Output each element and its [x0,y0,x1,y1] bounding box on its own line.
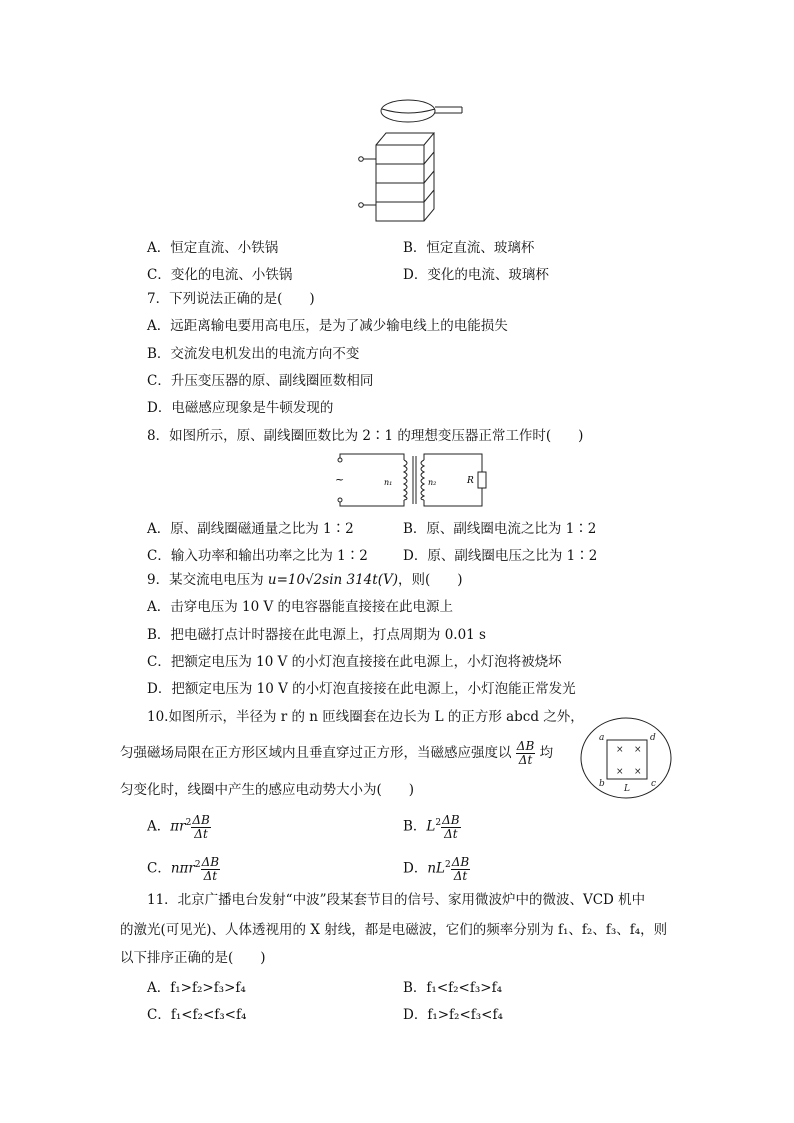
q10-option-b: B．$L^2$ $\frac{\Delta B}{\Delta t}$ [403,812,460,841]
n1-label: n₁ [384,478,393,487]
q11-option-d: D．f₁>f₂<f₃<f₄ [403,1007,503,1023]
q11-option-c: C．f₁<f₂<f₃<f₄ [147,1007,247,1023]
q7-option-a: A．远距离输电要用高电压，是为了减少输电线上的电能损失 [147,318,508,334]
svg-text:×: × [616,767,624,777]
corner-b: b [599,779,605,789]
q11-option-a: A．f₁>f₂>f₃>f₄ [147,980,246,996]
q11-option-b: B．f₁<f₂<f₃>f₄ [403,980,502,996]
primary-coil [404,460,407,500]
q10-option-c: C．nπr$^2$ $\frac{\Delta B}{\Delta t}$ [147,854,220,883]
corner-c: c [651,779,657,789]
q6-option-b: B．恒定直流、玻璃杯 [403,240,535,256]
svg-text:×: × [634,745,642,755]
q8-option-a: A．原、副线圈磁通量之比为 1∶2 [147,521,354,537]
q11-line3: 以下排序正确的是( ) [120,950,266,966]
q10-option-a: A．$\pi r^2$ $\frac{\Delta B}{\Delta t}$ [147,812,210,841]
q11-line1: 11．北京广播电台发射“中波”段某套节目的信号、家用微波炉中的微波、VCD 机中 [147,892,646,908]
q7-stem: 7．下列说法正确的是( ) [147,291,315,307]
q9-stem: 9．某交流电电压为 u=10√2sin 314t(V)，则( ) [147,572,463,588]
q10-rate-fraction: $\frac{\Delta B}{\Delta t}$ [516,739,535,767]
resistor [478,472,486,488]
q6-option-c: C．变化的电流、小铁锅 [147,267,293,283]
q7-option-c: C．升压变压器的原、副线圈匝数相同 [147,373,374,389]
q6-option-a: A．恒定直流、小铁锅 [147,240,279,256]
q8-option-b: B．原、副线圈电流之比为 1∶2 [403,521,597,537]
ac-source-symbol: ~ [335,473,345,486]
q9-option-c: C．把额定电压为 10 V 的小灯泡直接接在此电源上，小灯泡将被烧坏 [147,654,562,670]
q7-option-b: B．交流发电机发出的电流方向不变 [147,346,360,362]
r-label: R [467,476,474,486]
q8-stem: 8．如图所示，原、副线圈匝数比为 2∶1 的理想变压器正常工作时( ) [147,428,584,444]
terminal-top [359,157,364,162]
q9-option-a: A．击穿电压为 10 V 的电容器能直接接在此电源上 [147,599,454,615]
side-l: L [624,784,630,794]
terminal-bottom [359,203,364,208]
q10-option-d: D．$nL^2$ $\frac{\Delta B}{\Delta t}$ [403,854,470,883]
corner-d: d [650,733,656,743]
q8-option-d: D．原、副线圈电压之比为 1∶2 [403,548,598,564]
secondary-coil [421,460,424,500]
svg-text:×: × [616,745,624,755]
q10-line3: 匀变化时，线圈中产生的感应电动势大小为( ) [120,782,415,798]
induction-cooker-figure [340,95,480,225]
q8-option-c: C．输入功率和输出功率之比为 1∶2 [147,548,368,564]
q6-option-d: D．变化的电流、玻璃杯 [403,267,549,283]
transformer-figure [330,452,490,508]
n2-label: n₂ [428,478,437,487]
q9-formula: u=10√2sin 314t(V) [267,572,398,588]
q10-line2: 匀强磁场局限在正方形区域内且垂直穿过正方形，当磁感应强度以 $\frac{\Delta B}{\Delta t}$ 均 [120,739,554,767]
q7-option-d: D．电磁感应现象是牛顿发现的 [147,400,334,416]
svg-text:×: × [634,767,642,777]
q11-line2: 的激光(可见光)、人体透视用的 X 射线，都是电磁波，它们的频率分别为 f₁、f₂、f₃、f₄，则 [120,922,668,938]
q9-option-d: D．把额定电压为 10 V 的小灯泡直接接在此电源上，小灯泡能正常发光 [147,681,576,697]
corner-a: a [599,733,605,743]
q10-line1: 10.如图所示，半径为 r 的 n 匝线圈套在边长为 L 的正方形 abcd 之外， [147,709,584,725]
q9-option-b: B．把电磁打点计时器接在此电源上，打点周期为 0.01 s [147,627,486,643]
coil-square-figure [578,716,674,800]
